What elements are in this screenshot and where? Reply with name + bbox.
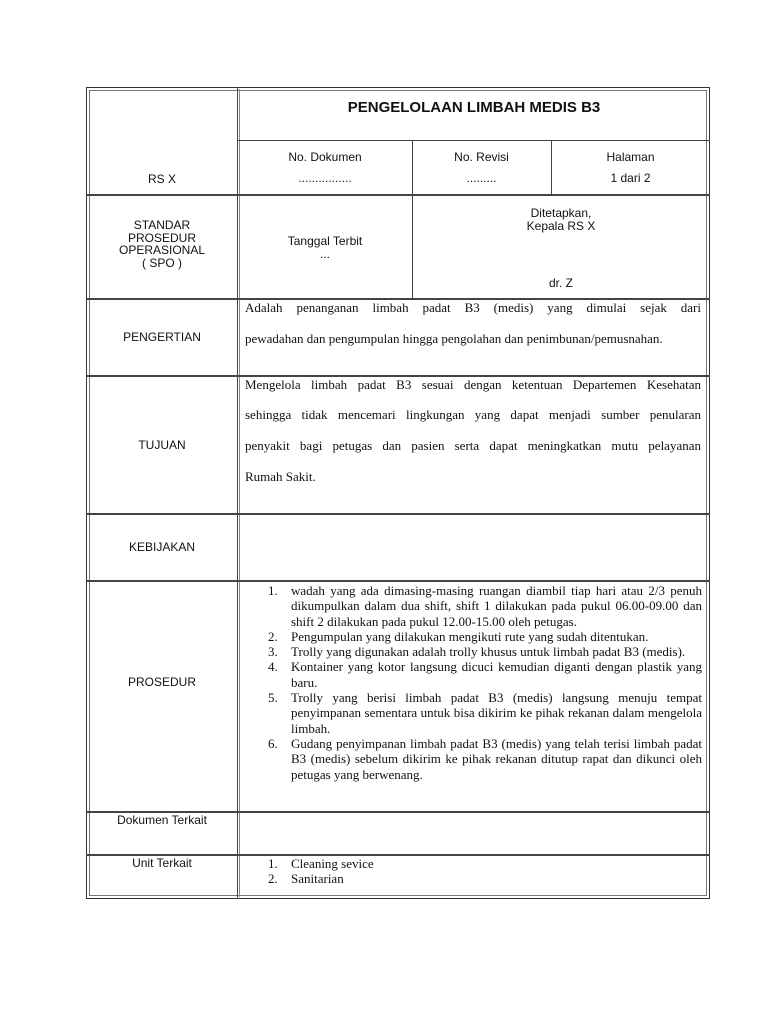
spo-label-line: STANDAR <box>133 218 191 232</box>
dokumen-terkait-label: Dokumen Terkait <box>117 813 207 827</box>
spo-label-line: PROSEDUR <box>127 230 196 245</box>
list-item <box>268 856 702 871</box>
list-text: Pengumpulan yang dilakukan mengikuti rute yang sudah ditentukan. <box>291 628 649 644</box>
prosedur-label: PROSEDUR <box>127 675 196 689</box>
spo-label <box>86 219 238 269</box>
list-number: 4. <box>268 659 278 675</box>
list-item <box>268 871 702 886</box>
list-number: 1. <box>268 856 278 871</box>
list-item <box>268 644 702 659</box>
tujuan-line-4: Rumah Sakit. <box>245 469 316 484</box>
unit-terkait-label: Unit Terkait <box>132 856 192 870</box>
spo-label-line: OPERASIONAL <box>118 243 206 257</box>
halaman-label: Halaman <box>606 150 655 164</box>
list-text: Cleaning sevice <box>291 856 374 871</box>
list-item <box>268 629 702 644</box>
pengertian-line-1: Adalah penanganan limbah padat B3 (medis) yang dimulai sejak dari <box>245 300 701 315</box>
row-divider-tujuan <box>86 513 710 515</box>
signatory-name: dr. Z <box>548 276 573 290</box>
revisi-halaman-divider <box>551 140 552 195</box>
pengertian-label: PENGERTIAN <box>123 330 201 344</box>
unit-terkait-list <box>268 856 702 887</box>
title-divider <box>238 140 710 141</box>
prosedur-list <box>268 583 702 782</box>
list-text: Kontainer yang kotor langsung dicuci kemudian diganti dengan plastik yang baru. <box>291 659 702 690</box>
no-dokumen-value: ................ <box>298 171 352 185</box>
list-number: 1. <box>268 583 278 598</box>
list-item <box>268 690 702 736</box>
list-item <box>268 583 702 629</box>
column-divider <box>237 87 238 899</box>
no-dokumen-label: No. Dokumen <box>288 150 362 164</box>
column-divider-inner <box>239 89 240 897</box>
list-number: 2. <box>268 628 278 644</box>
hospital-name: RS X <box>147 172 176 186</box>
list-text: wadah yang ada dimasing-masing ruangan diambil tiap hari atau 2/3 penuh dikumpulkan dalam dua shift, shift 1 dilakukan pada pukul 06.00-09.00 dan shift 2 dilakukan pada pukul 12.00-15.00 oleh petugas. <box>291 583 702 629</box>
list-number: 3. <box>268 644 278 660</box>
tujuan-line-1: Mengelola limbah padat B3 sesuai dengan ketentuan Departemen Kesehatan <box>245 377 701 392</box>
pengertian-line-2: pewadahan dan pengumpulan hingga pengolahan dan penimbunan/pemusnahan. <box>245 331 663 346</box>
row-divider-kebijakan <box>86 580 710 582</box>
row-divider-header <box>86 194 710 196</box>
tanggal-terbit-value: ... <box>319 247 330 261</box>
list-text: Trolly yang berisi limbah padat B3 (medis) langsung menuju tempat penyimpanan sementara untuk bisa dikirim ke pihak rekanan dalam mengelola limbah. <box>291 690 702 736</box>
halaman-value: 1 dari 2 <box>610 171 651 185</box>
list-item <box>268 736 702 782</box>
ditetapkan-label: Ditetapkan, <box>530 206 592 220</box>
list-text: Gudang penyimpanan limbah padat B3 (medis) yang telah terisi limbah padat B3 (medis) sebelum dikirim ke pihak rekanan ditutup rapat dan dikunci oleh petugas yang berwenang. <box>291 735 702 782</box>
tujuan-label: TUJUAN <box>138 438 186 452</box>
list-item <box>268 659 702 690</box>
spo-label-line: ( SPO ) <box>141 255 182 270</box>
tujuan-line-3: penyakit bagi petugas dan pasien serta dapat meningkatkan mutu pelayanan <box>245 438 701 453</box>
no-revisi-label: No. Revisi <box>454 150 509 164</box>
tanggal-terbit-label: Tanggal Terbit <box>287 234 363 248</box>
list-text: Trolly yang digunakan adalah trolly khusus untuk limbah padat B3 (medis). <box>291 644 686 660</box>
no-revisi-value: ......... <box>466 171 497 185</box>
list-number: 2. <box>268 871 278 887</box>
document-title: PENGELOLAAN LIMBAH MEDIS B3 <box>347 99 601 116</box>
list-number: 6. <box>268 735 278 751</box>
kebijakan-label: KEBIJAKAN <box>128 540 196 554</box>
list-text: Sanitarian <box>291 871 344 887</box>
list-number: 5. <box>268 690 278 706</box>
tujuan-line-2: sehingga tidak mencemari lingkungan yang dapat menjadi sumber penularan <box>245 407 701 422</box>
kepala-label: Kepala RS X <box>526 219 596 233</box>
